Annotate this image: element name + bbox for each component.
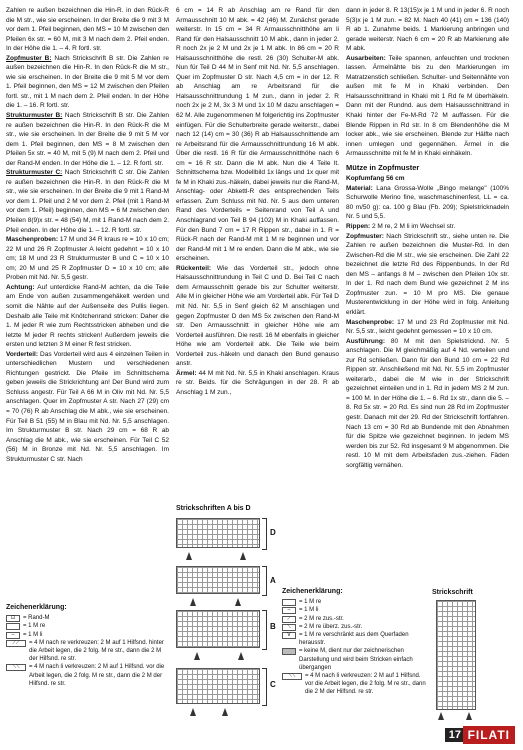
arrow-up-icon <box>438 712 444 720</box>
heading: Zopfmuster B: <box>6 54 52 62</box>
heading: Kopfumfang 56 cm <box>346 175 405 183</box>
heading: Achtung: <box>6 283 35 291</box>
arrow-up-icon <box>222 708 228 716</box>
page-number: 17 <box>445 728 465 742</box>
chart-label-a: A <box>270 576 276 585</box>
legend-title: Zeichenerklärung: <box>282 588 343 595</box>
k2tog-symbol-icon: ⟋ <box>282 616 296 623</box>
paragraph <box>346 174 509 184</box>
paragraph: 6 cm = 14 R ab Anschlag am re Rand für den Armausschnitt 10 M abk. = 42 (46) M. Zunächst gerade weiterstr. In 15 cm = 34 R Armausschnitthöhe am li Rand für den Halsausschnitt 10 M abk., dann in jeder 2. R noch 2x je 2 M und 2x je 1 M abk. In 86 cm = 20 R Halsausschnitthöhe die restl. 26 (30) Schulter-M abk. Nun für Teil D 44 M in Senf mit Nd. Nr. 5,5 anschlagen. Quer im Zopfmuster D str. Nach 4,5 cm = in der 12. R ab Anschlag am re Arbeitsrand für die Halsausschnittrundung 1 M zun., dann in jeder 2. R noch 2x je 2 M, 3x 3 M und 1x 10 M dazu anschlagen = 62 M. Alle zugenommenen M folgerichtig ins Zopfmuster einfügen. Für die Schulterbreite gerade weiterstr., dabei nach 12 (14) cm = 30 (36) R ab Halsausschnittende am re Arbeitsrand für die Armausschnittrundung 16 M abk. Über die restl. 16 R für die Armausschnitthöhe nach 6 cm = 16 R str. Dann die M abk. Nun die 4 Teile lt. Schnittschema bzw. Modellbild 1x längs und 1x quer mit fe M in Khaki zus.-häkeln, dabei jeweils nur die Rand-M, Anschlag- oder Abkettl-R des entsprechenden Teils erfassen. Zum Schluss mit Nd. Nr. 5 aus dem unteren Rand des Vorderteils = Seitenrand von Teil A und Anschlagrand von Teil B 94 (102) M in Khaki auffassen. Für den Bund 7 cm = 17 R Rippen str., dabei in 1. R = Rück-R nach der Rand-M mit 1 M re beginnen und vor der Rand-M mit 1 M re enden. Dann die M abk., wie sie erscheinen. <box>176 7 339 263</box>
hat-chart-title: Strickschrift <box>432 589 473 596</box>
heading: Material: <box>346 184 373 192</box>
legend-item: ⟍ = 2 M re überz. zus.-str. <box>282 623 430 631</box>
brace <box>262 566 267 596</box>
heading: Vorderteil: <box>6 350 39 358</box>
legend-title: Zeichenerklärung: <box>6 604 67 611</box>
paragraph: Ärmel: 44 M mit Nd. Nr. 5,5 in Khaki anschlagen. Kraus re str. Beids. für die Schrägungen in der 28. R ab Anschlag 1 M zun., <box>176 369 339 396</box>
brace <box>262 668 267 706</box>
paragraph: Material: Lana Grossa-Wolle „Bingo melange" (100% Schurwolle Merino fine, waschmaschinenfest, LL = ca. 80 m/50 g): ca. 100 g Blau (Fb. 209); Spielstricknadeln Nr. 5 und 5,5. <box>346 184 509 221</box>
paragraph: Vorderteil: Das Vorderteil wird aus 4 einzelnen Teilen in unterschiedlichen Mustern und verschiedenen Richtungen gestrickt. Die Pfeile im Schnittschema geben jeweils die Strickrichtung an! Der Bund wird zum Schluss angestr. Für Teil A 66 M in Oliv mit Nd. Nr. 5,5 anschlagen. Quer im Zopfmuster A str. Nach 27 (29) cm = 70 (76) R ab Anschlag die M abk., wie sie erscheinen. Für Teil B 51 (55) M in Blau mit Nd. Nr. 5,5 anschlagen. Im Strukturmuster B str. Nach 29 cm = 68 R ab Anschlag die M abk., wie sie erscheinen. Für Teil C 52 (56) M in Bronze mit Nd. Nr. 5,5 anschlagen. Im Strukturmuster C str. Nach <box>6 350 169 463</box>
heading: Strukturmuster C: <box>6 169 63 177</box>
arrow-up-icon <box>194 652 200 660</box>
purl-symbol-icon: – <box>282 607 296 614</box>
cable-left-symbol-icon: ⟍⟍ <box>282 673 302 680</box>
chart-a-grid <box>176 566 260 594</box>
arrow-up-icon <box>238 652 244 660</box>
knit-symbol-icon <box>6 623 20 630</box>
legend-item: ⟋ = 2 M re zus.-str. <box>282 615 430 623</box>
heading: Rippen: <box>346 223 371 231</box>
text-column-1 <box>6 6 169 464</box>
arrow-up-icon <box>190 708 196 716</box>
hat-chart-grid <box>436 600 476 710</box>
brace <box>262 518 267 550</box>
paragraph: Ausarbeiten: Teile spannen, anfeuchten und trocknen lassen. Ärmelnähte bis zu den Markierungen im Matratzenstich schließen. Schulter- und Seitennähte von außen mit fe M in Khaki verbinden. Den Halsausschnittrand in Khaki mit 1 Rd fe M überhäkeln. Dann mit der Rundnd. aus dem Halsausschnittrand in Khaki hinter der Fe-M-Rd 72 M auffassen. Für die Blende Rippen in Rd str. In 8 cm Blendenhöhe die M locker abk., wie sie erscheinen. Blende zur Hälfte nach innen umlegen und gegennähen. Ärmel in die Armausschnitte mit fe M in Khaki einhäkeln. <box>346 54 509 158</box>
chart-d-grid <box>176 518 260 548</box>
paragraph: Rippen: 2 M re, 2 M li im Wechsel str. <box>346 223 456 231</box>
text-column-2 <box>176 6 339 496</box>
legend-item: ⊡ = Rand-M <box>6 614 166 622</box>
arrow-up-icon <box>466 712 472 720</box>
paragraph: Strukturmuster B: Nach Strickschrift B str. Die Zahlen re außen bezeichnen die Hin-R. In den Rück-R die M str., wie sie erscheinen. In der Breite die 9 mit 5 M vor dem 1. Pfeil beginnen, den MS = 8 M zwischen den Pfeilen 5x str. = 40 M, mit 5 (9) M nach dem 2. Pfeil und der Rand-M enden. In der Höhe die 1. – 12. R fortl. str. <box>6 112 169 167</box>
legend-item: ⟍⟍ = 4 M nach li verkreuzen: 2 M auf 1 Hilfsnd. vor die Arbeit legen, die 2 folg. M re str., dann die 2 M der Hilfsnd. re str. <box>6 663 166 688</box>
legend-item: – = 1 M li <box>6 631 166 639</box>
no-stitch-symbol-icon <box>282 648 296 655</box>
chart-label-b: B <box>270 622 276 631</box>
chart-b-grid <box>176 610 260 648</box>
purl-symbol-icon: – <box>6 632 20 639</box>
paragraph: Maschenprobe: 17 M und 23 Rd Zopfmuster mit Nd. Nr. 5,5 str., leicht gedehnt gemessen = 10 x 10 cm. <box>346 318 509 336</box>
paragraph: dann in jeder 8. R 13(15)x je 1 M und in jeder 6. R noch 5(3)x je 1 M zun. = 82 M. Nach 40 (41) cm = 136 (140) R ab 1. Zunahme beids. 1 Markierung anbringen und gerade weiterstr. Nach 6 cm = 20 R ab Markierung alle M abk. <box>346 7 509 53</box>
chart-label-d: D <box>270 528 276 537</box>
legend-item: ⟍⟍ = 4 M nach li verkreuzen: 2 M auf 1 Hilfsnd. vor die Arbeit legen, die 2 folg. M re str., dann die 2 M der Hilfsnd. re str. <box>282 672 430 697</box>
arrow-up-icon <box>190 598 196 606</box>
arrow-up-icon <box>186 552 192 560</box>
brace <box>262 610 267 650</box>
chart-label-c: C <box>270 680 276 689</box>
heading: Ärmel: <box>176 369 197 377</box>
make-one-symbol-icon: ᐯ <box>282 632 296 639</box>
text-column-3 <box>346 6 509 470</box>
heading: Maschenproben: <box>6 236 59 244</box>
cable-right-symbol-icon: ⟋⟋ <box>6 640 26 647</box>
paragraph: Zopfmuster B: Nach Strickschrift B str. Die Zahlen re außen bezeichnen die Hin-R. In den Rück-R die M str., wie sie erscheinen. In der Breite die 9 mit 5 M vor dem 1. Pfeil beginnen, den MS = 12 M zwischen den Pfeilen fortl. str., mit 1 M nach dem 2. Pfeil enden. In der Höhe die 1. – 16. R fortl. str. <box>6 54 169 110</box>
legend-item: = keine M, dient nur der zeichnerischen Darstellung und wird beim Stricken einfach übergangen <box>282 647 430 672</box>
heading: Zopfmuster: <box>346 232 384 240</box>
cable-left-symbol-icon: ⟍⟍ <box>6 664 26 671</box>
legend-a-d <box>6 604 166 688</box>
heading: Strukturmuster B: <box>6 112 63 120</box>
ssk-symbol-icon: ⟍ <box>282 624 296 631</box>
paragraph: Zopfmuster: Nach Strickschrift str., siehe unten re. Die Zahlen re außen bezeichnen die Muster-Rd. In den Zwischen-Rd die M str., wie sie erscheinen. Die Zahl 22 bezeichnet die letzte Rd des Rippenbunds. In der Rd den MS – anfangs 8 M – zwischen den Pfeilen 10x str. In der 1. Rd nach dem Bund wie gezeichnet 2 M ins Zopfmuster zun. = 10 M pro MS. Die genaue Musterentwicklung in der Höhe wird in folg. Anleitung erklärt. <box>346 232 509 316</box>
legend-item: – = 1 M li <box>282 606 430 614</box>
paragraph: Zahlen re außen bezeichnen die Hin-R. in den Rück-R die M str., wie sie erscheinen. In der Breite die 9 mit 3 M vor dem 1. Pfeil beginnen, den MS = 10 M zwischen den Pfeilen 6x str. = 60 M, mit 3 M nach dem 2. Pfeil enden. In der Höhe die 1. – 4. R fortl. str. <box>6 7 169 53</box>
paragraph: Maschenproben: 17 M und 34 R kraus re = 10 x 10 cm; 22 M und 26 R Zopfmuster A leicht gedehnt = 10 x 10 cm; 18 M und 23 R Strukturmuster B und C = 10 x 10 cm; 20 M und 25 R Zopfmuster D = 10 x 10 cm; alle Proben mit Nd. Nr. 5,5 gestr. <box>6 236 169 282</box>
section-title: Mütze in Zopfmuster <box>346 162 420 172</box>
legend-item: = 1 M re <box>282 598 430 606</box>
legend-item: ᐯ = 1 M re verschränkt aus dem Querfaden herausstr. <box>282 631 430 647</box>
arrow-up-icon <box>240 552 246 560</box>
paragraph: Ausführung: 80 M mit den Spielstricknd. Nr. 5 anschlagen. Die M gleichmäßig auf 4 Nd. verteilen und zur Rd schließen. Dann für den Bund 10 cm = 22 Rd Rippen str. Anschließend mit Nd. Nr. 5,5 im Zopfmuster weiterarb., dabei die M wie in der Strickschrift gezeichnet einteilen und in 1. Rd in jedem MS 2 M zun. = 100 M. In der Höhe die 1. – 6. Rd 1x str., dann die 5. – 8. Rd 5x str. = 20 Rd. Es sind nun 28 Rd im Zopfmuster gestr. Danach mit der 29. Rd der Strickschrift fortfahren. Nach 13 cm = 30 Rd ab Bundende mit den Abnahmen für die Spitze wie gezeichnet beginnen. In jedem MS werden bis zur 52. Rd insgesamt 9 M abgenommen. Die restl. 10 M mit dem Arbeitsfaden zus.-ziehen. Fäden sorgfältig vernähen. <box>346 337 509 469</box>
paragraph: Achtung: Auf unterdicke Rand-M achten, da die Teile am Ende von außen zusammengehäkelt werden und somit die Nähte auf der Außenseite des Pullis liegen. Deshalb alle Teile mit Knötchenrand stricken: Daher die 1. M jeder R wie zum Rechtsstricken abheben und die letzte M jeder R rechts stricken! Außerdem jeweils die ersten und letzten 3 M einer R fest stricken. <box>6 283 169 349</box>
knit-symbol-icon <box>282 599 296 606</box>
edge-stitch-symbol-icon: ⊡ <box>6 615 20 622</box>
heading: Ausführung: <box>346 337 385 345</box>
paragraph: Rückenteil: Wie das Vorderteil str., jedoch ohne Halsausschnittrundung in Teil C und D. Bei Teil C nach dem Armausschnitt gerade bis zur Schulter weiterstr. Alle M in gleicher Höhe wie am Vorderteil abk. Für Teil D mit Nd. Nr. 5,5 in Senf gleich 62 M anschlagen und gegen Zopfmuster D den MS 5x zwischen den Rand-M str. Den Armausschnitt in gleicher Höhe wie am Vorderteil ausführen. Die restl. 16 M ebenfalls in gleicher Höhe wie am Vorderteil abk. Die Teile wie beim Vorderteil zus.-häkeln und danach den Bund genauso anstr. <box>176 264 339 368</box>
legend-item: = 1 M re <box>6 622 166 630</box>
charts-a-d-title: Strickschriften A bis D <box>176 505 251 512</box>
legend-hat <box>282 588 430 697</box>
magazine-logo: FILATI <box>463 726 515 744</box>
paragraph: Strukturmuster C: Nach Strickschrift C str. Die Zahlen re außen bezeichnen die Hin-R. In den Rück-R die M str., wie sie erscheinen. In der Breite die 9 mit 1 Rand-M vor dem 1. Pfeil und 2 M vor dem 2. Pfeil (mit 1 Rand-M vor dem 1. Pfeil) beginnen, den MS = 6 M zwischen den Pfeilen 8(9)x str. = 48 (54) M, mit 1 Rand-M nach dem 2. Pfeil enden. In der Höhe die 1. – 12. R fortl. str. <box>6 169 169 234</box>
heading: Maschenprobe: <box>346 318 395 326</box>
heading: Rückenteil: <box>176 264 212 272</box>
heading: Ausarbeiten: <box>346 54 386 62</box>
legend-item: ⟋⟋ = 4 M nach re verkreuzen: 2 M auf 1 Hilfsnd. hinter die Arbeit legen, die 2 folg. M re str., dann die 2 M der Hilfsnd. re str. <box>6 639 166 664</box>
chart-c-grid <box>176 668 260 704</box>
arrow-up-icon <box>235 598 241 606</box>
